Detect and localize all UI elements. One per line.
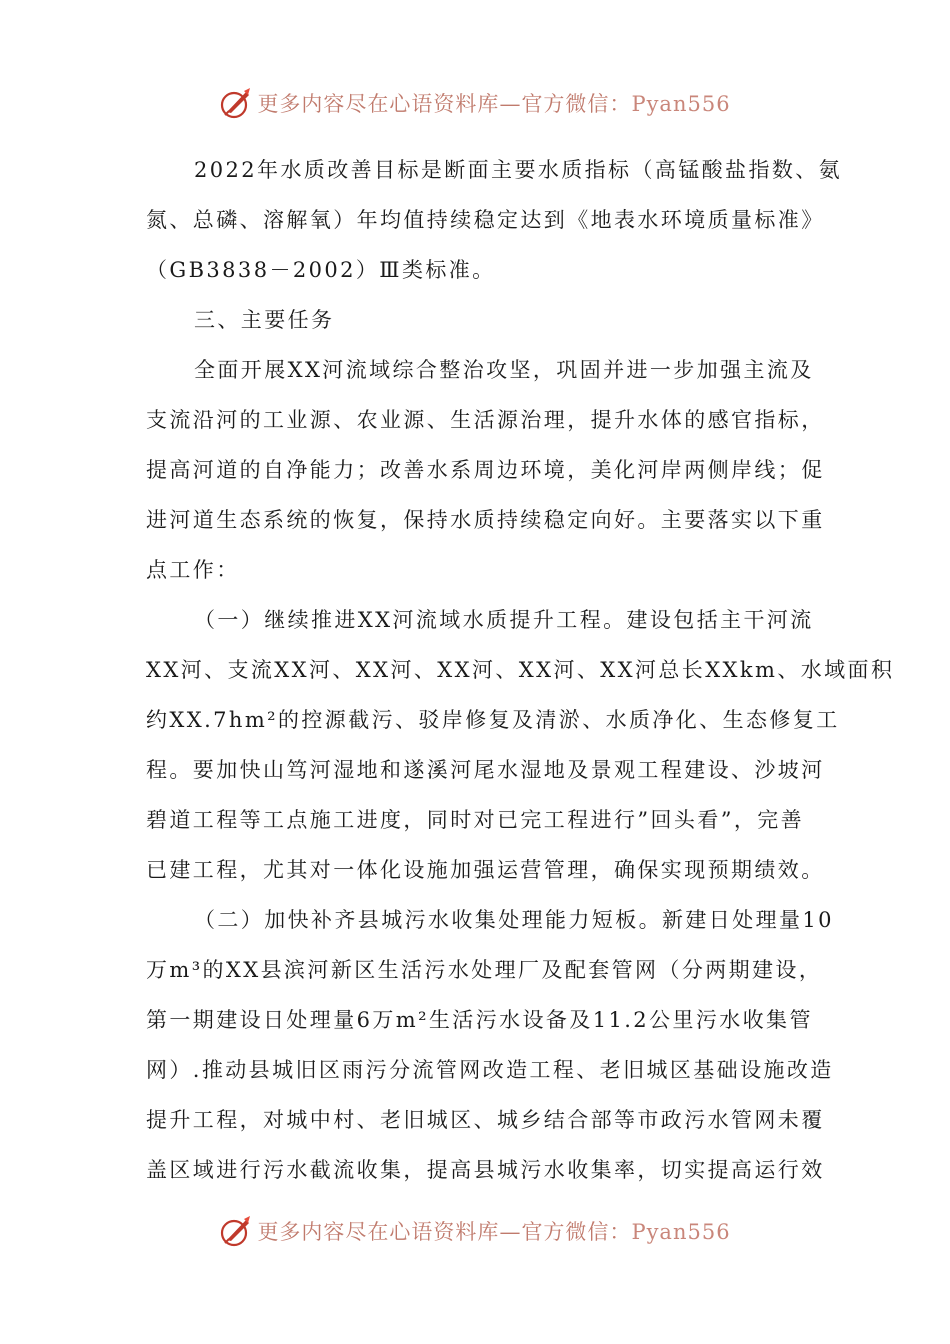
paragraph-line: 程。要加快山笃河湿地和遂溪河尾水湿地及景观工程建设、沙坡河 [146, 758, 825, 782]
watermark-text: 更多内容尽在心语资料库—官方微信：Pyan556 [257, 92, 731, 116]
paragraph-line: 网）.推动县城旧区雨污分流管网改造工程、老旧城区基础设施改造 [146, 1058, 834, 1082]
paragraph-line: 约XX.7hm²的控源截污、驳岸修复及清淤、水质净化、生态修复工 [146, 708, 840, 732]
paragraph-line: 第一期建设日处理量6万m²生活污水设备及11.2公里污水收集管 [146, 1008, 813, 1032]
paragraph-line: 万m³的XX县滨河新区生活污水处理厂及配套管网（分两期建设， [146, 958, 823, 982]
paragraph-line: （GB3838－2002）Ⅲ类标准。 [146, 258, 496, 282]
paragraph-line: 提高河道的自净能力；改善水系周边环境，美化河岸两侧岸线；促 [146, 458, 825, 482]
paragraph-line: （二）加快补齐县城污水收集处理能力短板。新建日处理量10 [194, 908, 834, 932]
watermark-banner-top [0, 83, 950, 123]
paragraph-line: 氮、总磷、溶解氧）年均值持续稳定达到《地表水环境质量标准》 [146, 208, 825, 232]
watermark-banner-bottom [0, 1211, 950, 1251]
paragraph-line: 进河道生态系统的恢复，保持水质持续稳定向好。主要落实以下重 [146, 508, 825, 532]
paragraph-line: 盖区域进行污水截流收集，提高县城污水收集率，切实提高运行效 [146, 1158, 825, 1182]
paragraph-line: 已建工程，尤其对一体化设施加强运营管理，确保实现预期绩效。 [146, 858, 825, 882]
paragraph-line: XX河、支流XX河、XX河、XX河、XX河、XX河总长XXkm、水域面积 [146, 658, 895, 682]
paragraph-line: 点工作： [146, 558, 240, 582]
section-heading: 三、主要任务 [194, 308, 335, 332]
quill-logo-icon [219, 1214, 253, 1248]
paragraph-line: 碧道工程等工点施工进度，同时对已完工程进行”回头看”，完善 [146, 808, 805, 832]
paragraph-line: 提升工程，对城中村、老旧城区、城乡结合部等市政污水管网未覆 [146, 1108, 825, 1132]
quill-logo-icon [219, 86, 253, 120]
watermark-text: 更多内容尽在心语资料库—官方微信：Pyan556 [257, 1220, 731, 1244]
paragraph-line: （一）继续推进XX河流域水质提升工程。建设包括主干河流 [194, 608, 814, 632]
paragraph-line: 2022年水质改善目标是断面主要水质指标（高锰酸盐指数、氨 [194, 158, 843, 182]
paragraph-line: 全面开展XX河流域综合整治攻坚，巩固并进一步加强主流及 [194, 358, 814, 382]
paragraph-line: 支流沿河的工业源、农业源、生活源治理，提升水体的感官指标， [146, 408, 825, 432]
